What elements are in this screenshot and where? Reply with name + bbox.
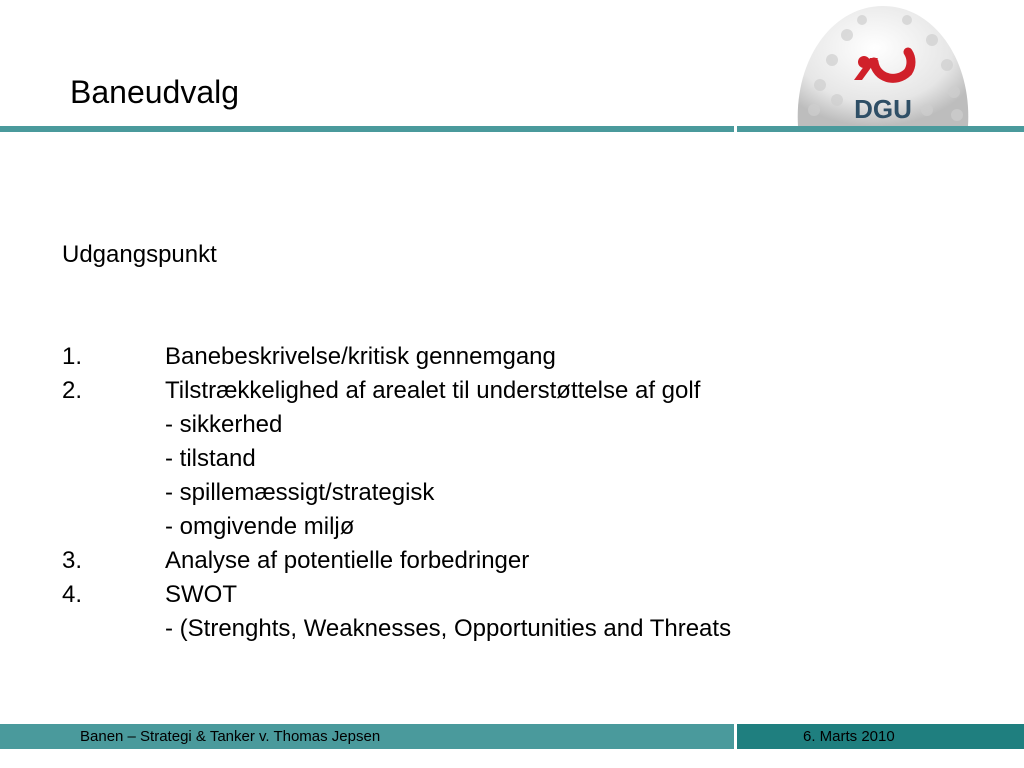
- list-item-text: - omgivende miljø: [165, 513, 355, 540]
- list-item: [62, 408, 1002, 442]
- list-item-text: Analyse af potentielle forbedringer: [165, 547, 530, 574]
- list-item: [62, 544, 1002, 578]
- list-item-text: - sikkerhed: [165, 411, 283, 438]
- slide-title: Baneudvalg: [70, 74, 240, 110]
- list-item-number: 2.: [62, 377, 83, 404]
- list-item: [62, 612, 1002, 646]
- list-item: [62, 442, 1002, 476]
- list-item-text: Banebeskrivelse/kritisk gennemgang: [165, 343, 556, 370]
- footer-date-bar: [737, 724, 1024, 749]
- header-rule: [0, 126, 734, 132]
- list-item: [62, 578, 1002, 612]
- list-item-number: 4.: [62, 581, 83, 608]
- list-item: [62, 374, 1002, 408]
- subheading: Udgangspunkt: [62, 241, 217, 268]
- footer-presentation-title: Banen – Strategi & Tanker v. Thomas Jepsen: [80, 728, 381, 745]
- list-item-text: - tilstand: [165, 445, 256, 472]
- list-item-text: SWOT: [165, 581, 237, 608]
- list-item-number: 3.: [62, 547, 83, 574]
- header-rule-side: [737, 126, 1024, 132]
- footer-date: 6. Marts 2010: [803, 728, 895, 745]
- list-item: [62, 476, 1002, 510]
- footer-bar: [0, 724, 734, 749]
- list-item: [62, 340, 1002, 374]
- list-item-text: Tilstrækkelighed af arealet til understøttelse af golf: [165, 377, 701, 404]
- list-item-text: - spillemæssigt/strategisk: [165, 479, 435, 506]
- logo-text: DGU: [854, 94, 912, 124]
- list-item-number: 1.: [62, 343, 83, 370]
- dgu-golf-ball-logo: [792, 0, 974, 126]
- content-list: [62, 340, 1002, 646]
- list-item: [62, 510, 1002, 544]
- list-item-text: - (Strenghts, Weaknesses, Opportunities and Threats: [165, 615, 732, 642]
